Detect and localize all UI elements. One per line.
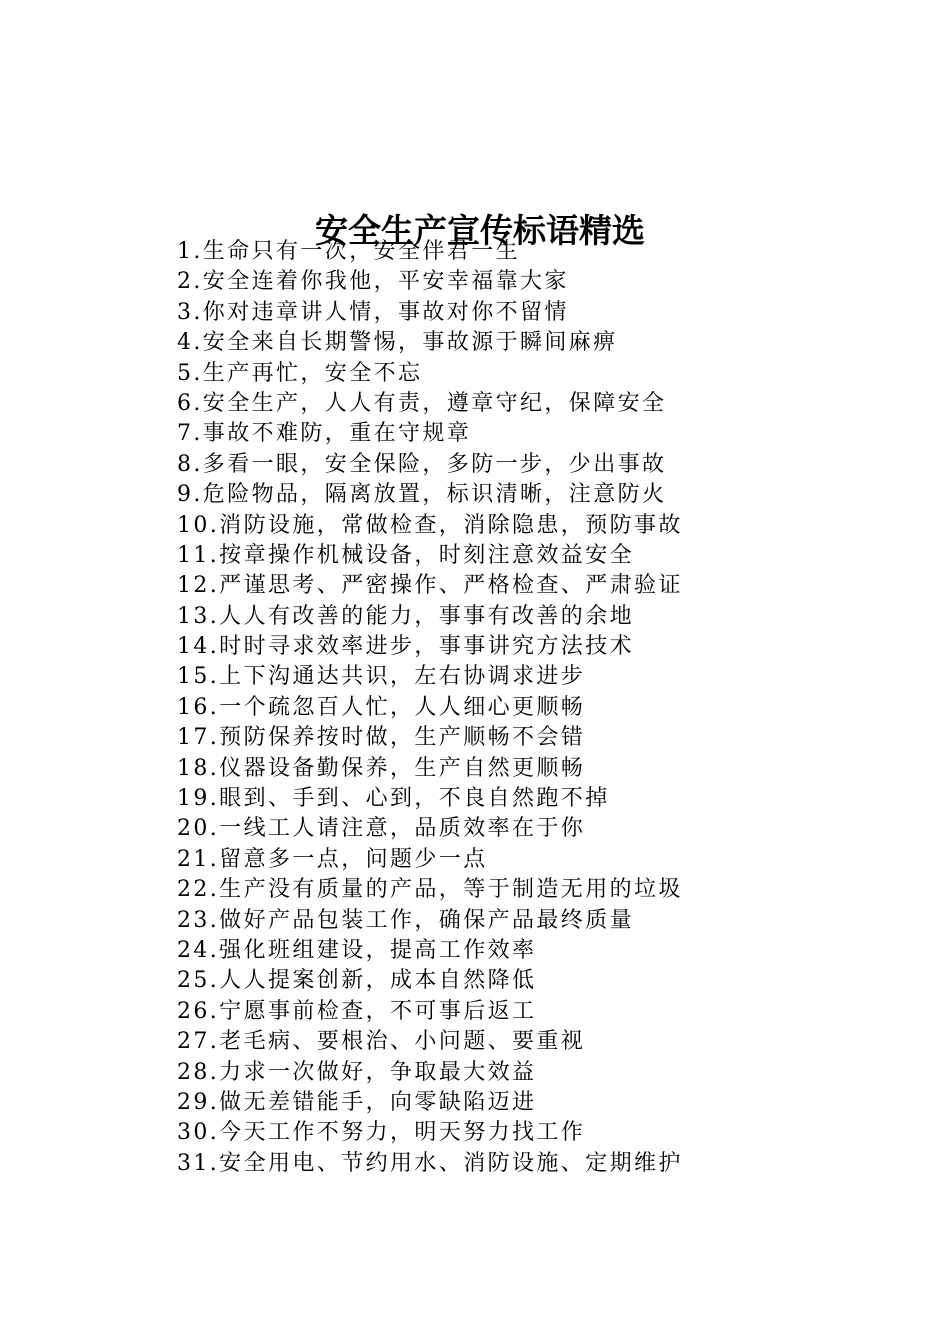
slogan-item: 23.做好产品包装工作，确保产品最终质量 <box>177 907 634 933</box>
slogan-item: 5.生产再忙，安全不忘 <box>177 360 423 386</box>
slogan-item: 25.人人提案创新，成本自然降低 <box>177 968 537 994</box>
slogan-item: 1.生命只有一次，安全伴君一生 <box>177 239 520 264</box>
slogan-item: 20.一线工人请注意，品质效率在于你 <box>177 816 586 842</box>
slogan-item: 10.消防设施，常做检查，消除隐患，预防事故 <box>177 512 683 538</box>
slogan-item: 29.做无差错能手，向零缺陷迈进 <box>177 1089 537 1115</box>
slogan-item: 4.安全来自长期警惕，事故源于瞬间麻痹 <box>177 330 618 356</box>
slogan-item: 13.人人有改善的能力，事事有改善的余地 <box>177 603 634 629</box>
slogan-item: 21.留意多一点，问题少一点 <box>177 846 488 872</box>
document-title: 安全生产宣传标语精选 <box>315 211 645 251</box>
slogan-item: 7.事故不难防，重在守规章 <box>177 421 472 447</box>
slogan-item: 16.一个疏忽百人忙，人人细心更顺畅 <box>177 694 586 720</box>
slogan-item: 28.力求一次做好，争取最大效益 <box>177 1059 537 1085</box>
slogan-item: 3.你对违章讲人情，事故对你不留情 <box>177 299 569 325</box>
slogan-item: 6.安全生产，人人有责，遵章守纪，保障安全 <box>177 390 667 416</box>
slogan-item: 14.时时寻求效率进步，事事讲究方法技术 <box>177 634 634 660</box>
slogan-list <box>177 237 683 1179</box>
slogan-item: 31.安全用电、节约用水、消防设施、定期维护 <box>177 1150 683 1176</box>
slogan-item: 30.今天工作不努力，明天努力找工作 <box>177 1120 586 1146</box>
slogan-item: 2.安全连着你我他，平安幸福靠大家 <box>177 269 569 295</box>
slogan-item: 18.仪器设备勤保养，生产自然更顺畅 <box>177 755 586 781</box>
slogan-item: 11.按章操作机械设备，时刻注意效益安全 <box>177 542 634 568</box>
slogan-item: 22.生产没有质量的产品，等于制造无用的垃圾 <box>177 877 683 903</box>
slogan-item: 12.严谨思考、严密操作、严格检查、严肃验证 <box>177 573 683 599</box>
slogan-item: 19.眼到、手到、心到，不良自然跑不掉 <box>177 786 610 812</box>
slogan-item: 17.预防保养按时做，生产顺畅不会错 <box>177 725 586 751</box>
slogan-item: 8.多看一眼，安全保险，多防一步，少出事故 <box>177 451 667 477</box>
slogan-item: 15.上下沟通达共识，左右协调求进步 <box>177 664 586 690</box>
slogan-item: 9.危险物品，隔离放置，标识清晰，注意防火 <box>177 482 667 508</box>
slogan-item: 24.强化班组建设，提高工作效率 <box>177 937 537 963</box>
slogan-item: 27.老毛病、要根治、小问题、要重视 <box>177 1029 586 1055</box>
slogan-item: 26.宁愿事前检查，不可事后返工 <box>177 998 537 1024</box>
